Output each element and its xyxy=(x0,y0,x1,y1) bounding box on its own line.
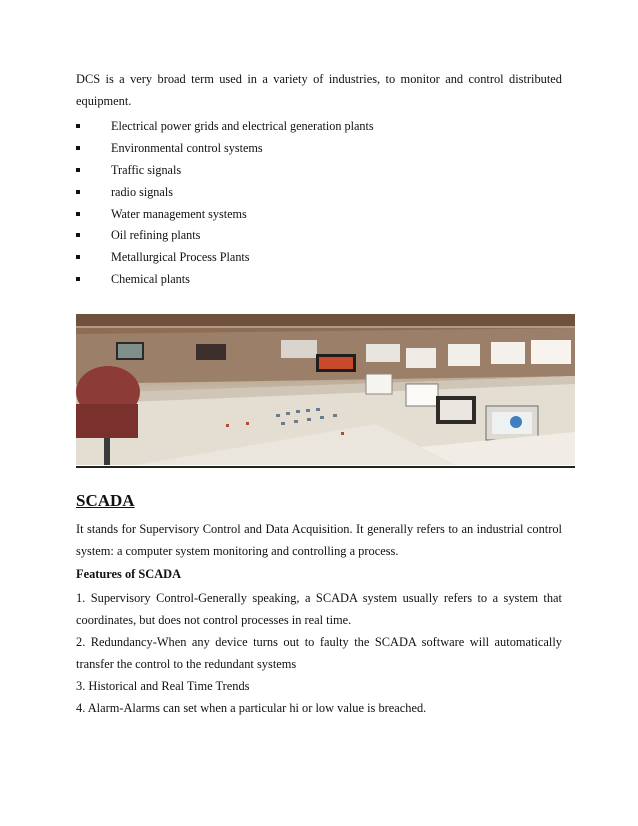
control-room-photo xyxy=(76,314,575,465)
list-item: Chemical plants xyxy=(76,269,562,291)
feature-item: 2. Redundancy-When any device turns out to faulty the SCADA software will automatically transfer the control to the redundant systems xyxy=(76,635,562,671)
bullet-icon xyxy=(76,146,80,150)
intro-paragraph: DCS is a very broad term used in a variety of industries, to monitor and control distributed equipment. xyxy=(76,72,562,108)
bullet-icon xyxy=(76,233,80,237)
bullet-icon xyxy=(76,190,80,194)
control-room-illustration xyxy=(76,314,575,465)
bullet-icon xyxy=(76,212,80,216)
feature-item: 3. Historical and Real Time Trends xyxy=(76,679,250,693)
bullet-icon xyxy=(76,168,80,172)
list-item: Electrical power grids and electrical generation plants xyxy=(76,116,562,138)
bullet-icon xyxy=(76,277,80,281)
scada-heading: SCADA xyxy=(76,491,135,510)
list-item: Traffic signals xyxy=(76,160,562,182)
list-item: Environmental control systems xyxy=(76,138,562,160)
feature-item: 4. Alarm-Alarms can set when a particular hi or low value is breached. xyxy=(76,701,427,715)
bullet-icon xyxy=(76,255,80,259)
list-item: Oil refining plants xyxy=(76,225,562,247)
feature-item: 1. Supervisory Control-Generally speaking, a SCADA system usually refers to a system that coordinates, but does not control processes in real time. xyxy=(76,591,562,627)
list-item: radio signals xyxy=(76,182,562,204)
bullet-icon xyxy=(76,124,80,128)
list-item: Water management systems xyxy=(76,204,562,226)
features-heading: Features of SCADA xyxy=(76,567,182,581)
list-item: Metallurgical Process Plants xyxy=(76,247,562,269)
scada-definition: It stands for Supervisory Control and Data Acquisition. It generally refers to an industrial control system: a computer system monitoring and controlling a process. xyxy=(76,522,562,558)
image-underline xyxy=(76,466,575,468)
industries-list xyxy=(76,116,562,291)
